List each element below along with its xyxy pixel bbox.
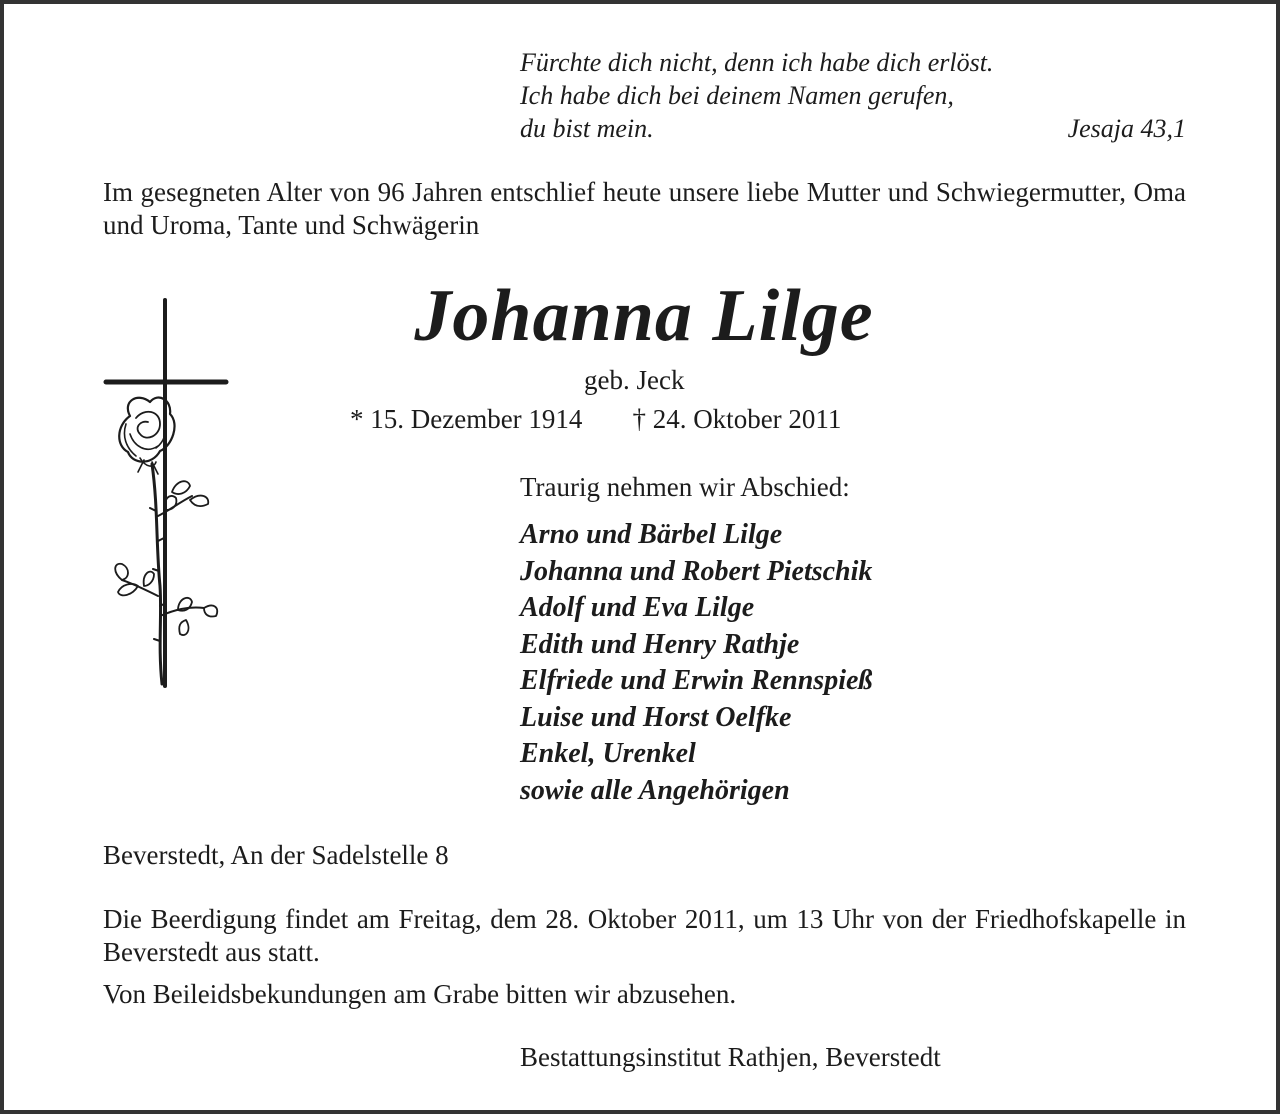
undertaker: Bestattungsinstitut Rathjen, Beverstedt [520, 1042, 941, 1072]
bible-verse [520, 46, 1186, 145]
verse-line-1: Fürchte dich nicht, denn ich habe dich erlöst. [520, 48, 994, 77]
condolence-note: Von Beileidsbekundungen am Grabe bitten wir abzusehen. [103, 979, 737, 1009]
deceased-name-text: Johanna Lilge [414, 275, 874, 357]
intro-text: Im gesegneten Alter von 96 Jahren entschlief heute unsere liebe Mutter und Schwiegermutter, Oma und Uroma, Tante und Schwägerin [103, 177, 1186, 240]
verse-line-2: Ich habe dich bei deinem Namen gerufen, [520, 81, 954, 110]
mourner-item: Adolf und Eva Lilge [520, 592, 755, 623]
birth-date: * 15. Dezember 1914 [350, 404, 583, 434]
mourner-item: Arno und Bärbel Lilge [520, 519, 783, 550]
verse-line-3: du bist mein. [520, 114, 654, 143]
mourners-list [520, 517, 872, 809]
mourner-item: Elfriede und Erwin Rennspieß [520, 665, 873, 696]
mourner-item: Edith und Henry Rathje [520, 628, 800, 660]
funeral-details: Die Beerdigung findet am Freitag, dem 28. Oktober 2011, um 13 Uhr von der Friedhofskapelle in Beverstedt aus statt. [103, 904, 1186, 967]
death-date: † 24. Oktober 2011 [632, 404, 842, 434]
verse-line-3-row [520, 112, 1186, 145]
family-address: Beverstedt, An der Sadelstelle 8 [103, 840, 449, 870]
farewell-heading: Traurig nehmen wir Abschied: [520, 472, 850, 502]
life-dates [350, 402, 841, 436]
verse-reference: Jesaja 43,1 [1067, 114, 1186, 143]
mourner-item: Enkel, Urenkel [520, 738, 696, 769]
deceased-name [4, 276, 1280, 356]
birth-name: geb. Jeck [584, 365, 685, 395]
mourner-item: sowie alle Angehörigen [520, 774, 790, 806]
mourner-item: Luise und Horst Oelfke [520, 701, 792, 733]
mourner-item: Johanna und Robert Pietschik [520, 555, 873, 587]
